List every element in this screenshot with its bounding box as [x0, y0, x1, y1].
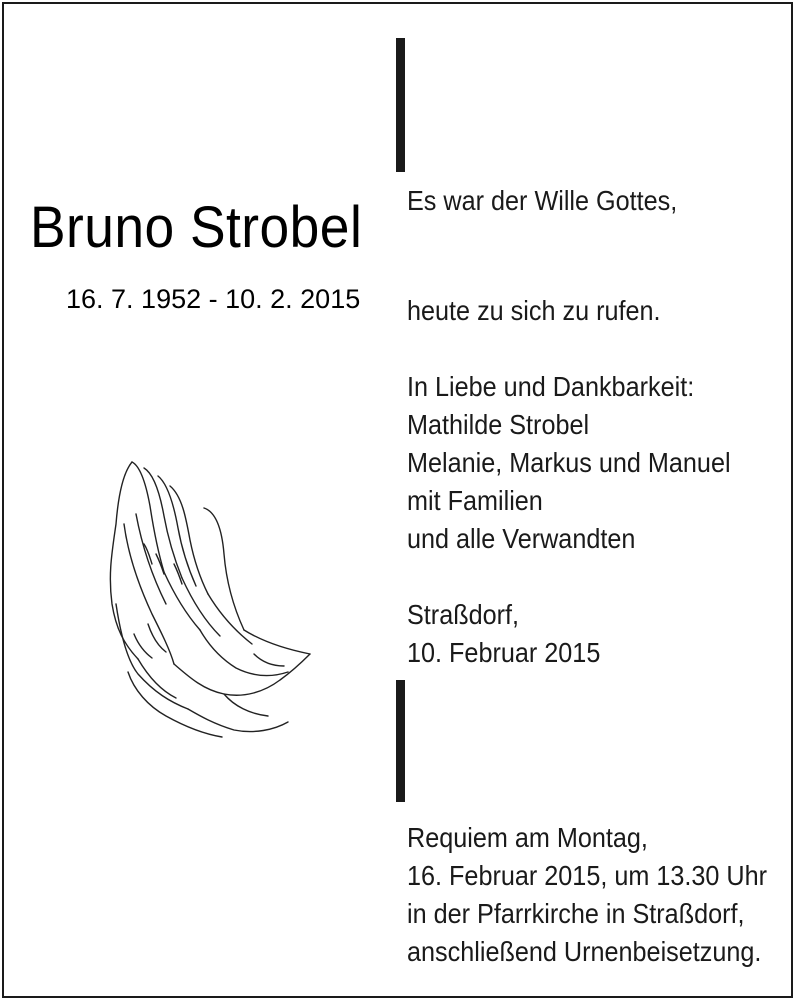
requiem-line: Requiem am Montag,	[407, 822, 648, 853]
mourners-block	[407, 368, 731, 558]
mourners-line: In Liebe und Dankbarkeit:	[407, 371, 695, 402]
requiem-line: anschließend Urnenbeisetzung.	[407, 936, 762, 967]
praying-hands-icon	[104, 454, 314, 739]
intro-end-line: heute zu sich zu rufen.	[407, 295, 661, 326]
deceased-name: Bruno Strobel	[30, 195, 363, 260]
obituary-frame	[2, 2, 793, 998]
mourners-line: Mathilde Strobel	[407, 409, 590, 440]
mourners-line: Melanie, Markus und Manuel	[407, 447, 731, 478]
mourners-line: und alle Verwandten	[407, 523, 636, 554]
intro-line: Es war der Wille Gottes,	[407, 185, 678, 216]
requiem-line: 16. Februar 2015, um 13.30 Uhr	[407, 860, 768, 891]
top-divider-bar	[396, 38, 405, 172]
bottom-divider-bar	[396, 680, 405, 802]
mourners-line: mit Familien	[407, 485, 543, 516]
date-line: 10. Februar 2015	[407, 637, 601, 668]
place-line: Straßdorf,	[407, 599, 520, 630]
requiem-block	[407, 819, 767, 971]
place-date-block	[407, 596, 600, 672]
life-dates: 16. 7. 1952 - 10. 2. 2015	[66, 284, 361, 314]
requiem-line: in der Pfarrkirche in Straßdorf,	[407, 898, 745, 929]
